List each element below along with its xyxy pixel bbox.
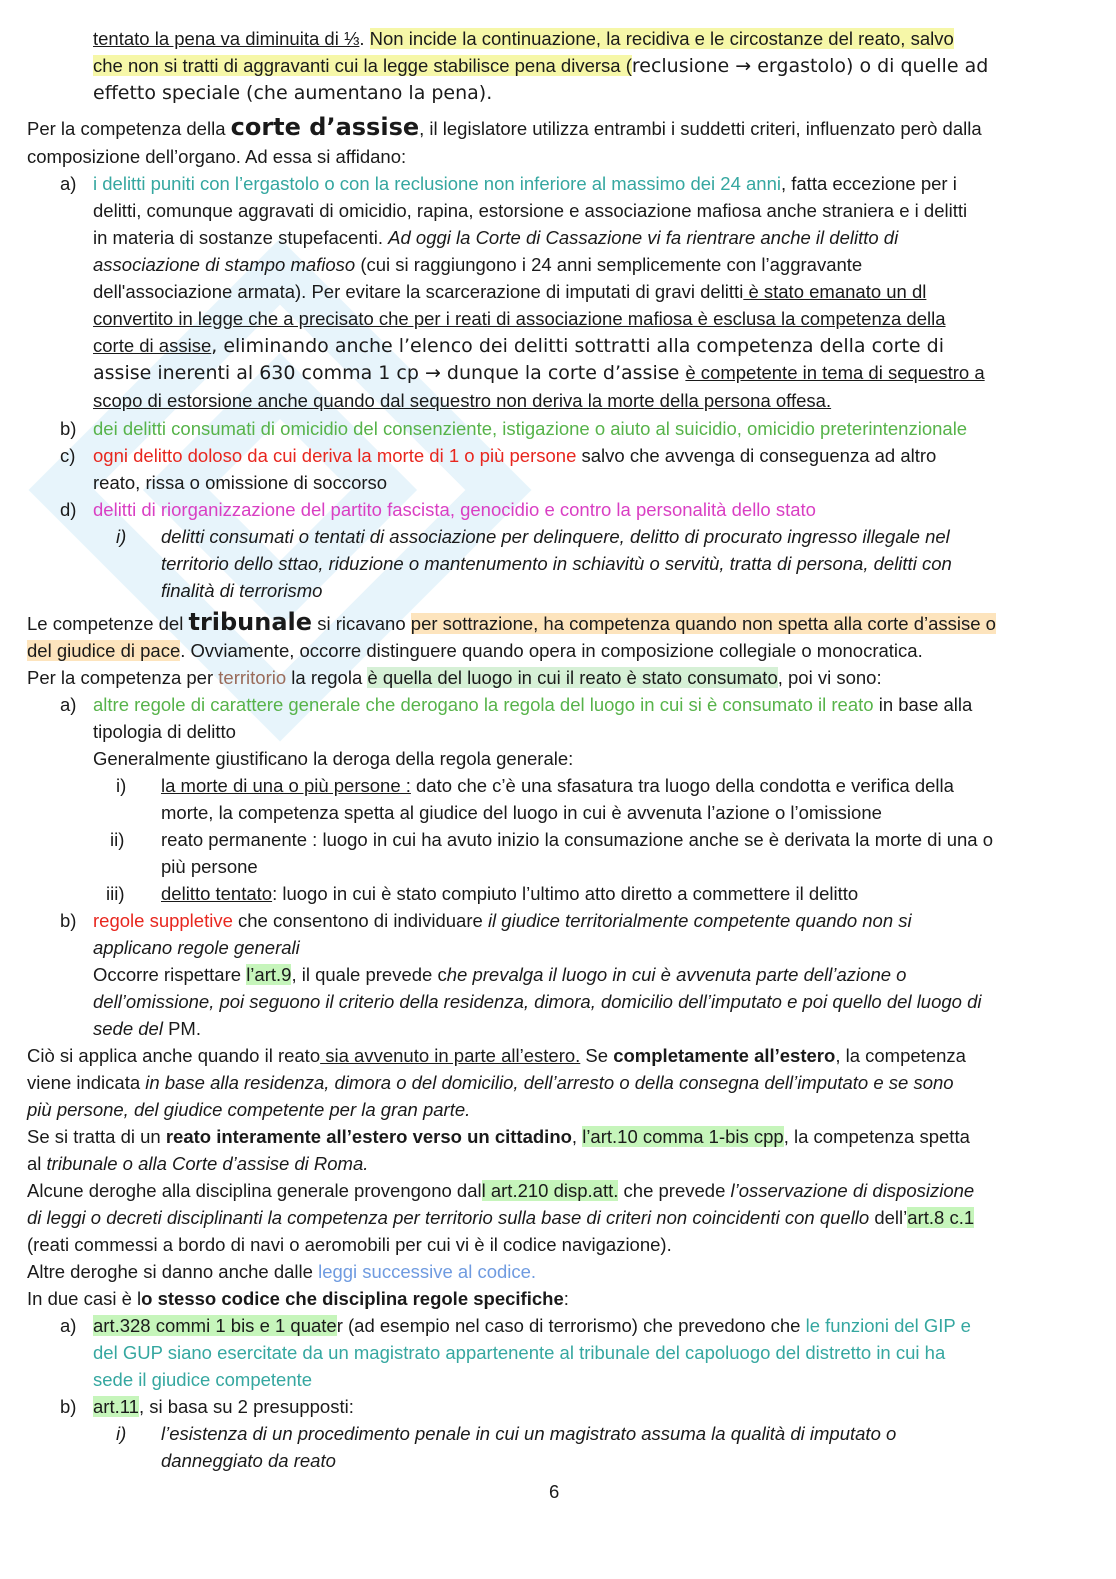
text-line: dell’omissione, poi seguono il criterio della residenza, dimora, domicilio dell’imputato e poi quello del luogo di — [93, 991, 982, 1012]
text-line: tentato la pena va diminuita di ⅓. Non incide la continuazione, la recidiva e le circostanze del reato, salvo — [93, 28, 954, 49]
text-line: sede il giudice competente — [93, 1369, 313, 1390]
page-number: 6 — [549, 1481, 560, 1502]
text-line: i delitti puniti con l’ergastolo o con la reclusione non inferiore al massimo dei 24 anni, fatta eccezione per i — [93, 173, 957, 194]
text-line: Generalmente giustificano la deroga della regola generale: — [93, 748, 574, 769]
text-line: associazione di stampo mafioso (cui si raggiungono i 24 anni semplicemente con l’aggravante — [93, 254, 863, 275]
text-line: più persone, del giudice competente per la gran parte. — [27, 1099, 471, 1120]
text-line: Occorre rispettare l’art.9, il quale prevede che prevalga il luogo in cui è avvenuta parte dell’azione o — [93, 964, 907, 985]
text-line: corte di assise, eliminando anche l’elenco dei delitti sottratti alla competenza della corte di — [93, 335, 944, 357]
list-marker: iii) — [106, 883, 125, 904]
text-line: applicano regole generali — [93, 937, 300, 958]
text-line: la morte di una o più persone : dato che c’è una sfasatura tra luogo della condotta e verifica della — [161, 775, 954, 796]
text-line: Le competenze del tribunale si ricavano per sottrazione, ha competenza quando non spetta alla corte d’assise o — [27, 608, 996, 636]
text-line: che non si tratti di aggravanti cui la legge stabilisce pena diversa (reclusione → ergastolo) o di quelle ad — [93, 55, 989, 77]
text-line: regole suppletive che consentono di individuare il giudice territorialmente competente quando non si — [93, 910, 912, 931]
text-line: delitti, comunque aggravati di omicidio, rapina, estorsione e associazione mafiosa anche straniera e i delitti — [93, 200, 968, 221]
list-marker: d) — [60, 499, 77, 520]
text-line: più persone — [161, 856, 258, 877]
text-line: Ciò si applica anche quando il reato sia avvenuto in parte all’estero. Se completamente all’estero, la competenza — [27, 1045, 966, 1066]
list-marker: i) — [116, 526, 127, 547]
list-marker: b) — [60, 910, 77, 931]
list-marker: i) — [116, 1423, 127, 1444]
text-line: Se si tratta di un reato interamente all’estero verso un cittadino, l’art.10 comma 1-bis cpp, la competenza spetta — [27, 1126, 970, 1147]
text-line: tipologia di delitto — [93, 721, 236, 742]
text-line: danneggiato da reato — [161, 1450, 336, 1471]
text-line: di leggi o decreti disciplinanti la competenza per territorio sulla base di criteri non coincidenti con quello dell’art.8 c.1 — [27, 1207, 975, 1228]
text-line: dell'associazione armata). Per evitare la scarcerazione di imputati di gravi delitti è stato emanato un dl — [93, 281, 927, 302]
list-marker: ii) — [110, 829, 125, 850]
list-marker: a) — [60, 1315, 77, 1336]
text-line: morte, la competenza spetta al giudice del luogo in cui è avvenuta l’azione o l’omissione — [161, 802, 882, 823]
text-line: sede del PM. — [93, 1018, 201, 1039]
list-marker: b) — [60, 418, 77, 439]
text-line: delitti consumati o tentati di associazione per delinquere, delitto di procurato ingresso illegale nel — [161, 526, 950, 547]
text-line: Alcune deroghe alla disciplina generale provengono dall art.210 disp.att. che prevede l’osservazione di disposizione — [27, 1180, 975, 1201]
text-line: art.11, si basa su 2 presupposti: — [93, 1396, 354, 1417]
text-line: Per la competenza per territorio la regola è quella del luogo in cui il reato è stato consumato, poi vi sono: — [27, 667, 882, 688]
text-line: dei delitti consumati di omicidio del consenziente, istigazione o aiuto al suicidio, omicidio preterintenzionale — [93, 418, 968, 439]
text-line: in materia di sostanze stupefacenti. Ad oggi la Corte di Cassazione vi fa rientrare anche il delitto di — [93, 227, 899, 248]
text-line: del giudice di pace. Ovviamente, occorre distinguere quando opera in composizione collegiale o monocratica. — [27, 640, 923, 661]
list-marker: c) — [60, 445, 76, 466]
list-marker: b) — [60, 1396, 77, 1417]
text-line: territorio dello sttao, riduzione o mantenumento in schiavitù o servitù, tratta di persona, delitti con — [161, 553, 952, 574]
text-line: composizione dell’organo. Ad essa si affidano: — [27, 146, 407, 167]
text-line: viene indicata in base alla residenza, dimora o del domicilio, dell’arresto o della consegna dell’imputato e se sono — [27, 1072, 954, 1093]
text-line: delitto tentato: luogo in cui è stato compiuto l’ultimo atto diretto a commettere il delitto — [161, 883, 859, 904]
text-line: reato permanente : luogo in cui ha avuto inizio la consumazione anche se è derivata la morte di una o — [161, 829, 993, 850]
text-line: finalità di terrorismo — [161, 580, 323, 601]
list-marker: a) — [60, 173, 77, 194]
text-line: Per la competenza della corte d’assise, il legislatore utilizza entrambi i suddetti criteri, influenzato però dalla — [27, 113, 982, 141]
text-line: al tribunale o alla Corte d’assise di Roma. — [27, 1153, 369, 1174]
text-line: (reati commessi a bordo di navi o aeromobili per cui vi è il codice navigazione). — [27, 1234, 672, 1255]
text-line: convertito in legge che a precisato che per i reati di associazione mafiosa è esclusa la competenza della — [93, 308, 946, 329]
text-line: Altre deroghe si danno anche dalle leggi successive al codice. — [27, 1261, 537, 1282]
list-marker: i) — [116, 775, 127, 796]
text-line: effetto speciale (che aumentano la pena). — [93, 82, 493, 104]
text-line: art.328 commi 1 bis e 1 quater (ad esempio nel caso di terrorismo) che prevedono che le funzioni del GIP e — [93, 1315, 971, 1336]
text-line: del GUP siano esercitate da un magistrato appartenente al tribunale del capoluogo del distretto in cui ha — [93, 1342, 946, 1363]
text-line: assise inerenti al 630 comma 1 cp → dunque la corte d’assise è competente in tema di sequestro a — [93, 362, 985, 384]
text-line: ogni delitto doloso da cui deriva la morte di 1 o più persone salvo che avvenga di conseguenza ad altro — [93, 445, 937, 466]
text-line: l’esistenza di un procedimento penale in cui un magistrato assuma la qualità di imputato o — [161, 1423, 897, 1444]
list-marker: a) — [60, 694, 77, 715]
text-line: scopo di estorsione anche quando dal sequestro non deriva la morte della persona offesa. — [93, 390, 832, 411]
text-line: altre regole di carattere generale che derogano la regola del luogo in cui si è consumato il reato in base alla — [93, 694, 973, 715]
text-line: delitti di riorganizzazione del partito fascista, genocidio e contro la personalità dello stato — [93, 499, 816, 520]
text-line: In due casi è lo stesso codice che disciplina regole specifiche: — [27, 1288, 569, 1309]
text-line: reato, rissa o omissione di soccorso — [93, 472, 388, 493]
